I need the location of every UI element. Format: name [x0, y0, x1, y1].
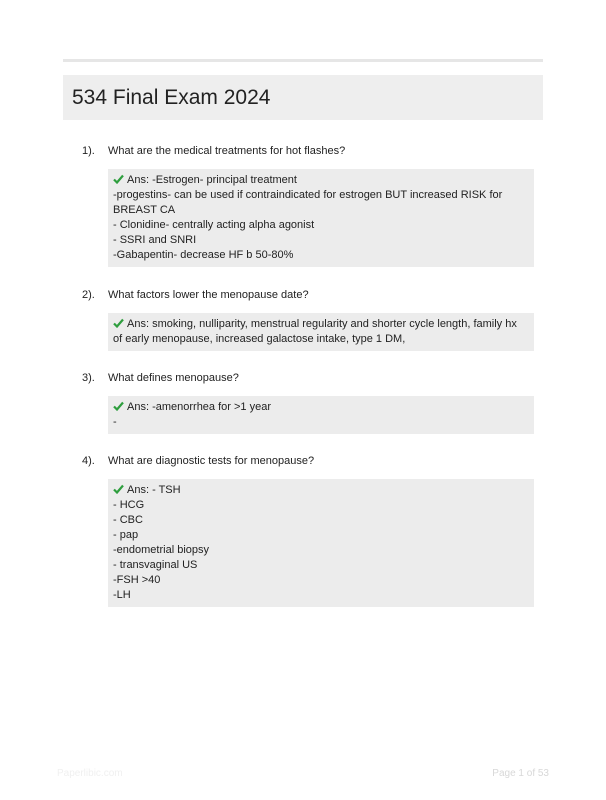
question-text: What factors lower the menopause date?	[108, 289, 309, 301]
question-text: What defines menopause?	[108, 372, 239, 384]
question-number: 3).	[82, 372, 95, 384]
answer-line: -endometrial biopsy	[113, 544, 209, 556]
check-icon	[113, 484, 124, 494]
answer-line: - HCG	[113, 499, 145, 511]
answer-text: Ans: smoking, nulliparity, menstrual regularity and shorter cycle length, family hx of early menopause, increased galactose intake, type 1 DM,	[113, 318, 517, 345]
question-text: What are diagnostic tests for menopause?	[108, 455, 315, 467]
answer-line: -FSH >40	[113, 574, 161, 586]
answer-line: -LH	[113, 589, 131, 601]
footer-watermark: Paperlibic.com	[57, 768, 123, 779]
page-title: 534 Final Exam 2024	[72, 86, 271, 109]
answer-line: -progestins- can be used if contraindicated for estrogen BUT increased RISK for BREAST CA	[113, 189, 503, 216]
answer-line	[113, 400, 529, 415]
question-text: What are the medical treatments for hot flashes?	[108, 145, 346, 157]
answer-box	[108, 313, 534, 351]
page-number: Page 1 of 53	[492, 768, 549, 779]
answer-line: - Clonidine- centrally acting alpha agonist	[113, 219, 315, 231]
answer-line: -Gabapentin- decrease HF b 50-80%	[113, 249, 294, 261]
answer-line: - CBC	[113, 514, 143, 526]
answer-box	[108, 396, 534, 434]
answer-box	[108, 479, 534, 607]
check-icon	[113, 174, 124, 184]
answer-line: - SSRI and SNRI	[113, 234, 197, 246]
title-bar	[63, 75, 543, 120]
answer-text: Ans: -amenorrhea for >1 year	[127, 401, 271, 413]
answer-line: -	[113, 416, 117, 428]
answer-box	[108, 169, 534, 267]
answer-line: - transvaginal US	[113, 559, 198, 571]
answer-line	[113, 317, 529, 347]
check-icon	[113, 401, 124, 411]
answer-line	[113, 173, 529, 188]
top-divider	[63, 59, 543, 62]
answer-line	[113, 483, 529, 498]
answer-text: Ans: - TSH	[127, 484, 181, 496]
answer-line: - pap	[113, 529, 139, 541]
question-number: 4).	[82, 455, 95, 467]
question-number: 1).	[82, 145, 95, 157]
answer-text: Ans: -Estrogen- principal treatment	[127, 174, 297, 186]
check-icon	[113, 318, 124, 328]
question-number: 2).	[82, 289, 95, 301]
